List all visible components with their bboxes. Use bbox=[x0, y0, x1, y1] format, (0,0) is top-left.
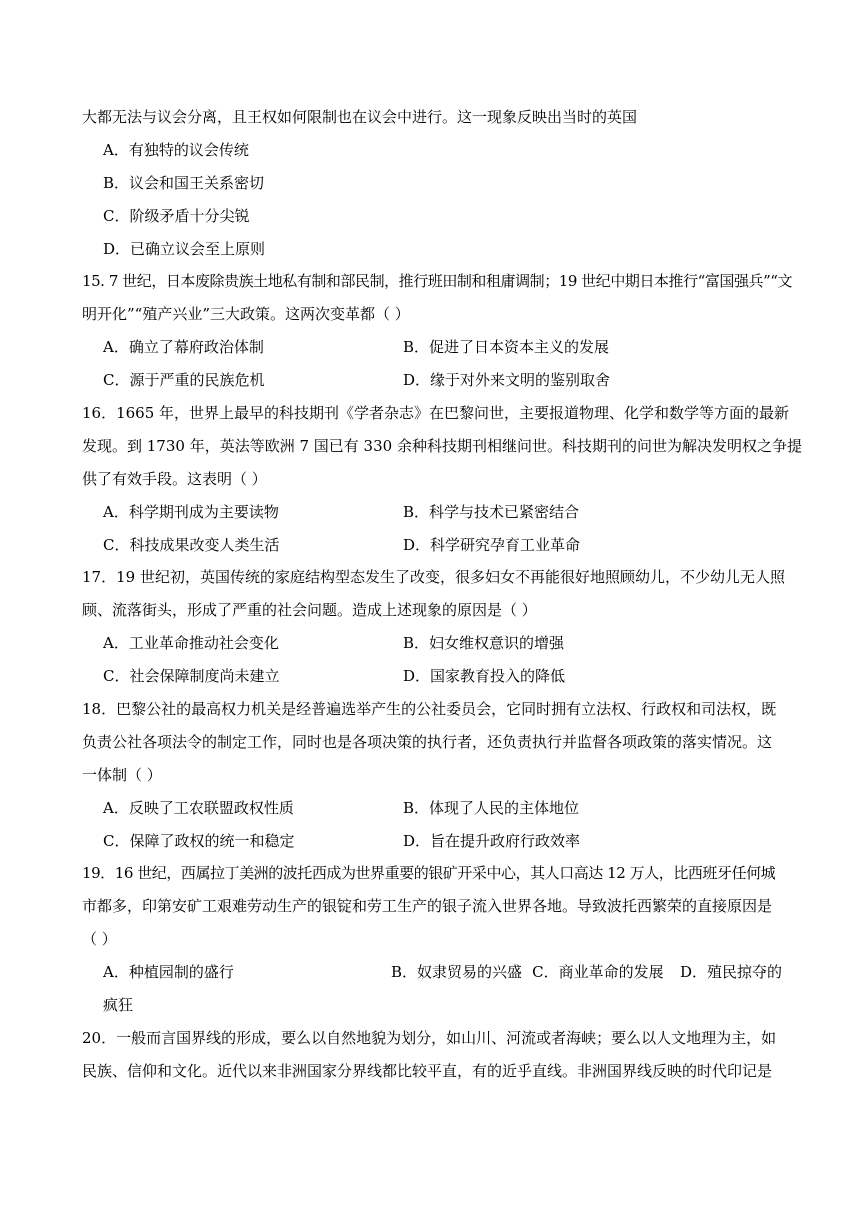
question-18-stem-line-2: 负责公社各项法令的制定工作，同时也是各项决策的执行者，还负责执行并监督各项政策的落实情况。这 bbox=[82, 732, 773, 751]
question-18-options-row-1 bbox=[82, 798, 782, 818]
question-20-stem-line-1: 20．一般而言国界线的形成，要么以自然地貌为划分，如山川、河流或者海峡；要么以人文地理为主，如 bbox=[82, 1028, 777, 1047]
question-18-option-d: D．旨在提升政府行政效率 bbox=[403, 831, 581, 850]
question-14-option-a: A．有独特的议会传统 bbox=[103, 140, 249, 159]
question-20-stem-line-2: 民族、信仰和文化。近代以来非洲国家分界线都比较平直，有的近乎直线。非洲国界线反映的时代印记是 bbox=[82, 1061, 773, 1080]
question-14-option-b: B．议会和国王关系密切 bbox=[103, 173, 265, 192]
question-17-option-c: C．社会保障制度尚未建立 bbox=[103, 667, 280, 686]
question-15-stem-line-2: 明开化”“殖产兴业”三大政策。这两次变革都（ ） bbox=[82, 305, 410, 324]
question-18-option-b: B．体现了人民的主体地位 bbox=[403, 798, 580, 817]
question-16-stem-line-2: 发现。到 1730 年，英法等欧洲 7 国已有 330 余种科技期刊相继问世。科技期刊的问世为解决发明权之争提 bbox=[82, 436, 802, 455]
question-15-stem-line-1: 15. 7 世纪，日本废除贵族土地私有制和部民制，推行班田制和租庸调制；19 世纪中期日本推行“富国强兵”“文 bbox=[82, 272, 793, 291]
question-19-option-d: D．殖民掠夺的 bbox=[679, 963, 782, 982]
question-15-options-row-1 bbox=[82, 337, 782, 357]
question-16-option-d: D．科学研究孕育工业革命 bbox=[403, 535, 581, 554]
question-16-options-row-1 bbox=[82, 502, 782, 522]
question-15-option-b: B．促进了日本资本主义的发展 bbox=[403, 338, 610, 357]
question-17-option-d: D．国家教育投入的降低 bbox=[403, 667, 566, 686]
question-18-option-c: C．保障了政权的统一和稳定 bbox=[103, 831, 295, 850]
question-16-option-b: B．科学与技术已紧密结合 bbox=[403, 502, 580, 521]
exam-page bbox=[82, 107, 802, 1094]
question-17-stem-line-2: 顾、流落街头，形成了严重的社会问题。造成上述现象的原因是（ ） bbox=[82, 601, 537, 620]
question-16-option-a: A．科学期刊成为主要读物 bbox=[103, 502, 279, 521]
question-19-options-row bbox=[82, 962, 782, 982]
question-17-stem-line-1: 17．19 世纪初，英国传统的家庭结构型态发生了改变，很多妇女不再能很好地照顾幼儿，不少幼儿无人照 bbox=[82, 568, 785, 587]
question-19-stem-line-1: 19．16 世纪，西属拉丁美洲的波托西成为世界重要的银矿开采中心，其人口高达 12 万人，比西班牙任何城 bbox=[82, 864, 776, 883]
question-16-option-c: C．科技成果改变人类生活 bbox=[103, 535, 280, 554]
question-15-option-a: A．确立了幕府政治体制 bbox=[103, 338, 264, 357]
question-18-option-a: A．反映了工农联盟政权性质 bbox=[103, 798, 294, 817]
question-18-stem-line-1: 18．巴黎公社的最高权力机关是经普遍选举产生的公社委员会，它同时拥有立法权、行政权和司法权，既 bbox=[82, 700, 777, 719]
question-19-option-b: B．奴隶贸易的兴盛 bbox=[391, 963, 523, 982]
question-18-options-row-2 bbox=[82, 831, 782, 851]
question-16-options-row-2 bbox=[82, 535, 782, 555]
question-18-stem-line-3: 一体制（ ） bbox=[82, 765, 162, 784]
question-14-option-c: C．阶级矛盾十分尖锐 bbox=[103, 206, 250, 225]
question-15-option-c: C．源于严重的民族危机 bbox=[103, 371, 265, 390]
question-19-stem-line-2: 市都多，印第安矿工艰难劳动生产的银锭和劳工生产的银子流入世界各地。导致波托西繁荣的直接原因是 bbox=[82, 897, 773, 916]
question-17-option-a: A．工业革命推动社会变化 bbox=[103, 634, 279, 653]
question-19-option-c: C．商业革命的发展 bbox=[532, 963, 664, 982]
question-15-options-row-2 bbox=[82, 370, 782, 390]
question-17-options-row-1 bbox=[82, 633, 782, 653]
question-14-option-d: D．已确立议会至上原则 bbox=[103, 239, 266, 258]
question-16-stem-line-1: 16．1665 年，世界上最早的科技期刊《学者杂志》在巴黎问世，主要报道物理、化学和数学等方面的最新 bbox=[82, 404, 790, 423]
question-16-stem-line-3: 供了有效手段。这表明（ ） bbox=[82, 469, 267, 488]
question-19-option-d-wrap: 疯狂 bbox=[103, 996, 134, 1015]
question-17-option-b: B．妇女维权意识的增强 bbox=[403, 634, 565, 653]
question-14-stem-tail: 大都无法与议会分离，且王权如何限制也在议会中进行。这一现象反映出当时的英国 bbox=[82, 108, 638, 126]
question-17-options-row-2 bbox=[82, 666, 782, 686]
question-19-stem-line-3: （ ） bbox=[82, 930, 117, 949]
question-19-option-a: A．种植园制的盛行 bbox=[103, 963, 234, 982]
question-15-option-d: D．缘于对外来文明的鉴别取舍 bbox=[403, 371, 611, 390]
